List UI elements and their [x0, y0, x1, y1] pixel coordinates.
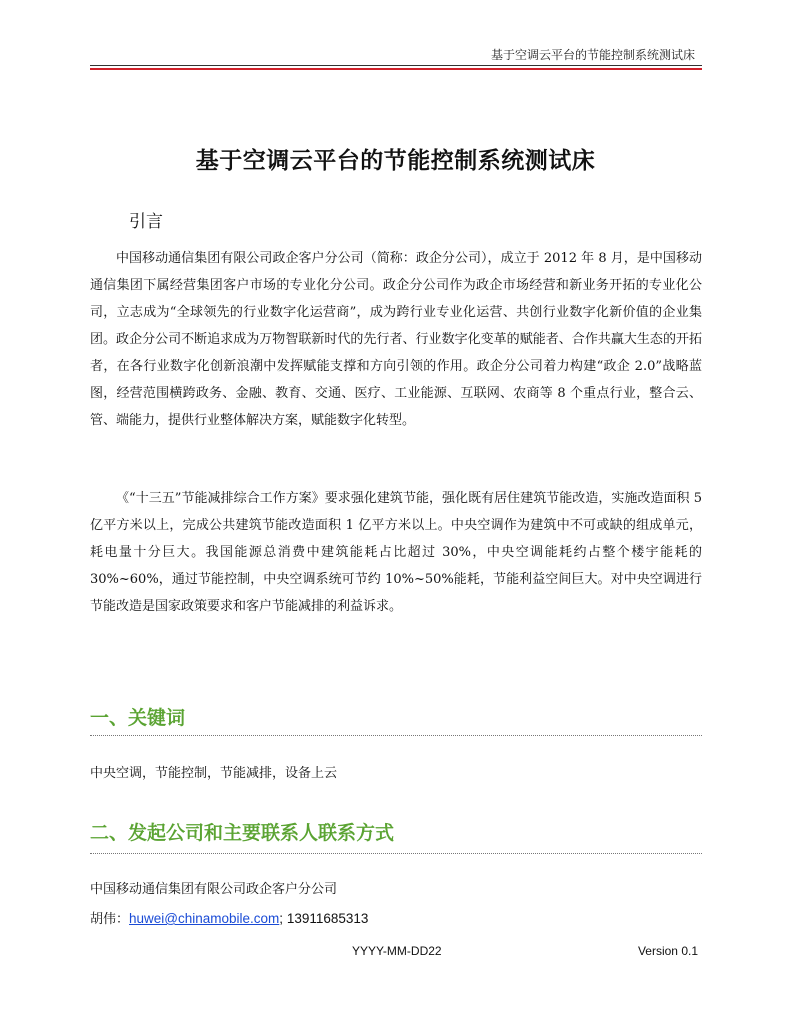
document-title: 基于空调云平台的节能控制系统测试床 — [195, 148, 596, 174]
intro-paragraph-2: 《“十三五”节能减排综合工作方案》要求强化建筑节能，强化既有居住建筑节能改造，实施改造面积 5 亿平方米以上，完成公共建筑节能改造面积 1 亿平方米以上。中央空调作为建筑中不可或缺的组成单元，耗电量十分巨大。我国能源总消费中建筑能耗占比超过 30%，中央空调能耗约占整个楼宇能耗的 30%~60%，通过节能控制，中央空调系统可节约 10%~50%能耗，节能利益空间巨大。对中央空调进行节能改造是国家政策要求和客户节能减排的利益诉求。 — [90, 491, 702, 614]
header-rule-red — [90, 68, 702, 70]
contact-line — [90, 908, 368, 927]
footer-date: YYYY-MM-DD22 — [352, 944, 442, 958]
section-keywords-title: 一、关键词 — [90, 707, 186, 729]
intro-heading: 引言 — [129, 212, 163, 232]
intro-paragraph-1: 中国移动通信集团有限公司政企客户分公司（简称：政企分公司），成立于 2012 年 8 月，是中国移动通信集团下属经营集团客户市场的专业化分公司。政企分公司作为政企市场经营和新业务开拓的专业化公司，立志成为“全球领先的行业数字化运营商”，成为跨行业专业化运营、共创行业数字化新价值的企业集团。政企分公司不断追求成为万物智联新时代的先行者、行业数字化变革的赋能者、合作共赢大生态的开拓者，在各行业数字化创新浪潮中发挥赋能支撑和方向引领的作用。政企分公司着力构建“政企 2.0”战略蓝图，经营范围横跨政务、金融、教育、交通、医疗、工业能源、互联网、农商等 8 个重点行业，整合云、管、端能力，提供行业整体解决方案，赋能数字化转型。 — [90, 251, 702, 428]
contact-separator: ; — [279, 911, 287, 926]
running-header-title: 基于空调云平台的节能控制系统测试床 — [490, 48, 695, 62]
section-contact-title: 二、发起公司和主要联系人联系方式 — [90, 822, 395, 844]
footer-version: Version 0.1 — [637, 944, 698, 958]
section-divider — [90, 735, 702, 736]
company-name: 中国移动通信集团有限公司政企客户分公司 — [90, 882, 338, 897]
section-divider — [90, 853, 702, 854]
contact-email-link[interactable]: huwei@chinamobile.com — [129, 911, 280, 926]
contact-phone: 13911685313 — [286, 911, 369, 926]
contact-name: 胡伟： — [90, 912, 130, 927]
keywords-text: 中央空调，节能控制，节能减排，设备上云 — [90, 766, 338, 781]
header-rule-black — [90, 65, 702, 66]
